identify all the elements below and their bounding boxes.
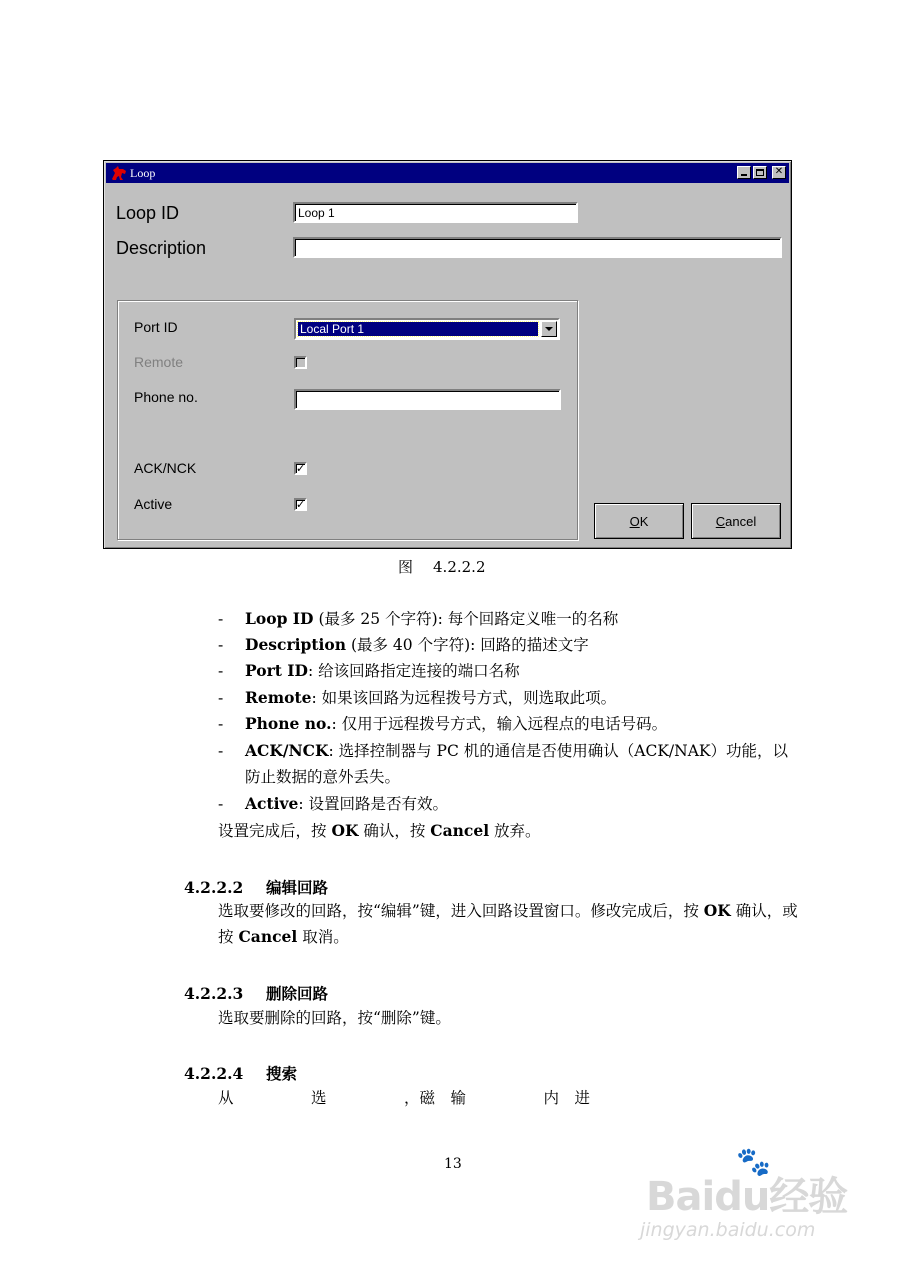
list-dash: - [218, 742, 224, 760]
text: OK [331, 821, 359, 840]
text: 放弃。 [489, 822, 541, 840]
dialog-title: Loop [130, 166, 156, 180]
list-dash: - [218, 662, 224, 680]
list-dash: - [218, 689, 224, 707]
text: 设置完成后，按 [218, 822, 332, 840]
figure-caption [398, 556, 486, 577]
section-heading [184, 1062, 297, 1084]
bullet-term: Remote [245, 688, 312, 707]
watermark-logo: Baidu经验 [646, 1174, 848, 1220]
bullet-term: Description [245, 635, 347, 654]
baidu-watermark [640, 1145, 860, 1255]
list-dash: - [218, 610, 224, 628]
close-button[interactable]: ✕ [772, 166, 786, 179]
connection-groupbox [117, 300, 578, 540]
description-label: Description [116, 238, 207, 258]
section-heading [184, 982, 328, 1004]
section-heading [184, 876, 328, 898]
caption-prefix: 图 [398, 558, 414, 576]
port-id-label: Port ID [134, 319, 178, 335]
text: 选取要修改的回路，按“编辑”键，进入回路设置窗口。修改完成后，按 [218, 902, 704, 920]
remote-checkbox[interactable] [294, 356, 307, 369]
loop-dialog [103, 160, 792, 549]
bullet-text: : 给该回路指定连接的端口名称 [308, 662, 520, 680]
bullet-text: : 仅用于远程拨号方式，输入远程点的电话号码。 [331, 715, 668, 733]
bullet-term: Loop ID [245, 609, 314, 628]
text: 确认，或按 [218, 902, 798, 946]
text: Cancel [430, 821, 490, 840]
bullet-text: : 如果该回路为远程拨号方式，则选取此项。 [311, 689, 617, 707]
bullet-term: Port ID [245, 661, 308, 680]
list-dash: - [218, 795, 224, 813]
section-body: 从 选 ，磁 输 内 进 [218, 1089, 591, 1107]
ack-nck-label: ACK/NCK [134, 460, 197, 476]
bullet-term: ACK/NCK [245, 741, 329, 760]
section-body [218, 898, 798, 950]
bullet-term: Active [245, 794, 299, 813]
text: Cancel [238, 927, 298, 946]
phone-input[interactable] [294, 389, 561, 410]
bullet-term: Phone no. [245, 714, 332, 733]
ack-nck-checkbox[interactable]: ✓ [296, 462, 306, 475]
section-title: 编辑回路 [266, 878, 329, 897]
loop-id-label: Loop ID [116, 203, 180, 223]
minimize-button[interactable] [737, 166, 751, 179]
bullet-text: : 设置回路是否有效。 [298, 795, 449, 813]
app-horse-icon [110, 165, 128, 181]
summary-paragraph [218, 818, 798, 844]
section-number: 4.2.2.4 [184, 1064, 244, 1083]
paw-icon: 🐾 [736, 1145, 771, 1178]
ok-button[interactable] [594, 503, 684, 539]
title-bar[interactable] [106, 163, 789, 183]
section-title: 搜索 [266, 1064, 298, 1083]
watermark-url: jingyan.baidu.com [640, 1219, 816, 1241]
list-dash: - [218, 715, 224, 733]
description-input[interactable] [293, 237, 782, 258]
section-body: 选取要删除的回路，按“删除”键。 [218, 1009, 451, 1027]
text: OK [703, 901, 731, 920]
cancel-button-label: Cancel [715, 514, 757, 529]
cancel-button[interactable] [691, 503, 781, 539]
phone-label: Phone no. [134, 389, 198, 405]
bullet-text: (最多 25 个字符): 每个回路定义唯一的名称 [313, 610, 619, 628]
remote-label: Remote [134, 354, 184, 370]
text: 确认，按 [358, 822, 431, 840]
port-id-select[interactable] [294, 318, 560, 340]
bullet-text: (最多 40 个字符): 回路的描述文字 [346, 636, 589, 654]
port-id-selected-value: Local Port 1 [298, 322, 538, 336]
section-title: 删除回路 [266, 984, 329, 1003]
ok-button-label: OK [629, 514, 649, 529]
active-checkbox[interactable]: ✓ [296, 498, 306, 511]
caption-number: 4.2.2.2 [433, 558, 486, 576]
section-number: 4.2.2.2 [184, 878, 244, 897]
maximize-button[interactable] [753, 166, 767, 179]
loop-id-input[interactable]: Loop 1 [293, 202, 578, 223]
bullet-text: : 选择控制器与 PC 机的通信是否使用确认（ACK/NAK）功能，以防止数据的意外丢失。 [245, 742, 788, 786]
page-number: 13 [444, 1156, 462, 1172]
text: 取消。 [297, 928, 349, 946]
chevron-down-icon[interactable] [541, 321, 557, 337]
section-number: 4.2.2.3 [184, 984, 244, 1003]
active-label: Active [134, 496, 173, 512]
list-dash: - [218, 636, 224, 654]
